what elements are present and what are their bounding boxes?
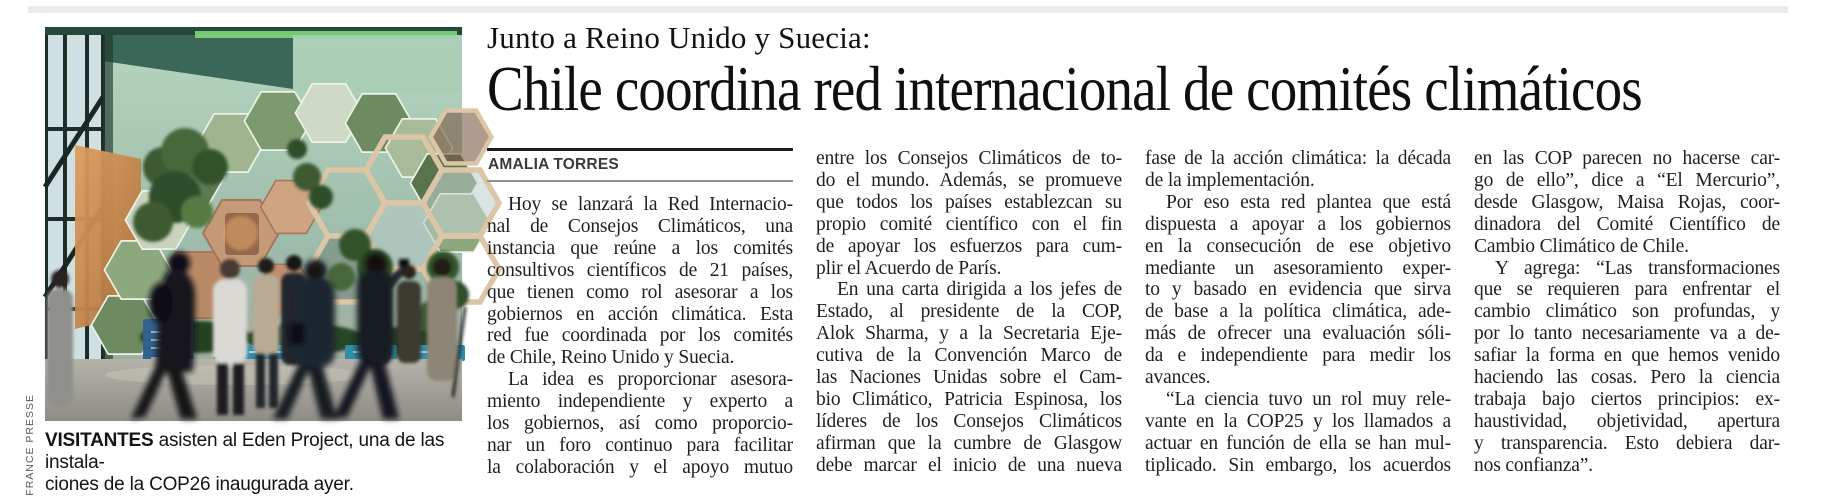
body-line: En una carta dirigida a los jefes de	[837, 279, 1122, 301]
body-line: tiplicado. Sin embargo, los acuerdos	[1145, 454, 1451, 476]
article-body	[487, 148, 1787, 479]
body-line: que todos los países establezcan su	[816, 191, 1122, 213]
body-line: haciendo las cosas. Pero la ciencia	[1474, 367, 1780, 389]
body-line: go de ello”, dice a “El Mercurio”,	[1474, 169, 1780, 191]
body-line: en la consecución de ese objetivo	[1145, 235, 1451, 257]
body-line: entre los Consejos Climáticos de to-	[816, 148, 1122, 169]
body-line: de base a la política climática, ade-	[1145, 301, 1451, 323]
body-line: que tienen como rol asesorar a los	[487, 281, 793, 303]
body-line: gobiernos en acción climática. Esta	[487, 303, 793, 325]
body-line: vante en la COP25 y los llamados a	[1145, 410, 1451, 432]
body-line: “La ciencia tuvo un rol muy rele-	[1166, 388, 1451, 410]
body-line: mediante un asesoramiento exper-	[1145, 257, 1451, 279]
body-line: miento independiente y experto a	[487, 391, 793, 413]
article	[487, 20, 1787, 479]
kicker: Junto a Reino Unido y Suecia:	[487, 20, 871, 55]
column-text-2	[816, 148, 1122, 477]
scan-artifact	[28, 6, 1788, 13]
body-line: avances.	[1145, 367, 1211, 389]
body-line: desde Glasgow, Maisa Rojas, coor-	[1474, 191, 1780, 213]
caption-line-1	[45, 430, 462, 474]
body-line: de la implementación.	[1145, 169, 1315, 191]
body-line: trabaja bajo ciertos principios: ex-	[1474, 388, 1780, 410]
column-text-1	[487, 194, 793, 479]
body-line: cutiva de la Convención Marco de	[816, 345, 1122, 367]
body-line: bio Climático, Patricia Espinosa, los	[816, 388, 1122, 410]
body-line: debe marcar el inicio de una nueva	[816, 454, 1122, 476]
body-line: líderes de los Consejos Climáticos	[816, 410, 1122, 432]
body-line: red fue coordinada por los comités	[487, 325, 793, 347]
photo-credit: FRANCE PRESSE	[24, 394, 36, 496]
body-line: nal de Consejos Climáticos, una	[487, 215, 793, 237]
body-line: safiar la forma en que hemos venido	[1474, 345, 1780, 367]
body-line: to y basado en evidencia que sirva	[1145, 279, 1451, 301]
text-column-4	[1474, 148, 1780, 479]
body-line: Alok Sharma, y a la Secretaria Eje-	[816, 323, 1122, 345]
body-line: en las COP parecen no hacerse car-	[1474, 148, 1780, 169]
body-line: Estado, al presidente de la COP,	[816, 301, 1122, 323]
body-line: las Naciones Unidas sobre el Cam-	[816, 367, 1122, 389]
eden-project-photo-illustration	[45, 27, 462, 421]
text-column-3	[1145, 148, 1451, 479]
body-line: los gobiernos, así como proporcio-	[487, 413, 793, 435]
text-column-2	[816, 148, 1122, 479]
body-line: y transparencia. Esto debiera dar-	[1474, 432, 1780, 454]
body-line: afirman que la cumbre de Glasgow	[816, 432, 1122, 454]
body-line: la colaboración y el apoyo mutuo	[487, 456, 793, 478]
body-line: do el mundo. Además, se promueve	[816, 169, 1122, 191]
body-line: que se requieren para enfrentar el	[1474, 279, 1780, 301]
body-line: cambio climático son profundas, y	[1474, 301, 1780, 323]
byline-block	[487, 148, 793, 182]
body-line: más de ofrecer una evaluación sóli-	[1145, 323, 1451, 345]
column-text-4	[1474, 148, 1780, 477]
caption-line-2: ciones de la COP26 inaugurada ayer.	[45, 474, 354, 495]
column-text-3	[1145, 148, 1451, 477]
body-line: La idea es proporcionar asesora-	[508, 369, 793, 391]
body-line: de apoyar los esfuerzos para cum-	[816, 235, 1122, 257]
photo-caption	[45, 430, 462, 496]
byline: AMALIA TORRES	[488, 156, 619, 173]
body-line: Cambio Climático de Chile.	[1474, 235, 1689, 257]
body-line: fase de la acción climática: la década	[1145, 148, 1451, 169]
body-line: por lo tanto necesariamente va a de-	[1474, 323, 1780, 345]
headline: Chile coordina red internacional de comités climáticos	[487, 53, 1642, 124]
body-line: Por eso esta red plantea que está	[1166, 191, 1451, 213]
body-line: de Chile, Reino Unido y Suecia.	[487, 347, 735, 369]
body-line: Hoy se lanzará la Red Internacio-	[508, 194, 793, 215]
body-line: dispuesta a apoyar a los gobiernos	[1145, 213, 1451, 235]
body-line: nar un foro continuo para facilitar	[487, 434, 793, 456]
body-line: da e independiente para medir los	[1145, 345, 1451, 367]
body-line: consultivos científicos de 21 países,	[487, 259, 793, 281]
body-line: Y agrega: “Las transformaciones	[1495, 257, 1780, 279]
body-line: plir el Acuerdo de París.	[816, 257, 1002, 279]
body-line: propio comité científico con el fin	[816, 213, 1122, 235]
body-line: dinadora del Comité Científico de	[1474, 213, 1780, 235]
photo-block	[24, 27, 462, 496]
text-column-1	[487, 148, 793, 479]
photo	[45, 27, 462, 421]
caption-lead: VISITANTES	[45, 430, 154, 451]
body-line: haustividad, objetividad, apertura	[1474, 410, 1780, 432]
caption-line-1-text: asisten al Eden Project, una de las instala-	[45, 430, 445, 473]
body-line: nos confianza”.	[1474, 454, 1594, 476]
body-line: actuar en función de ella se han mul-	[1145, 432, 1451, 454]
body-line: instancia que reúne a los comités	[487, 237, 793, 259]
